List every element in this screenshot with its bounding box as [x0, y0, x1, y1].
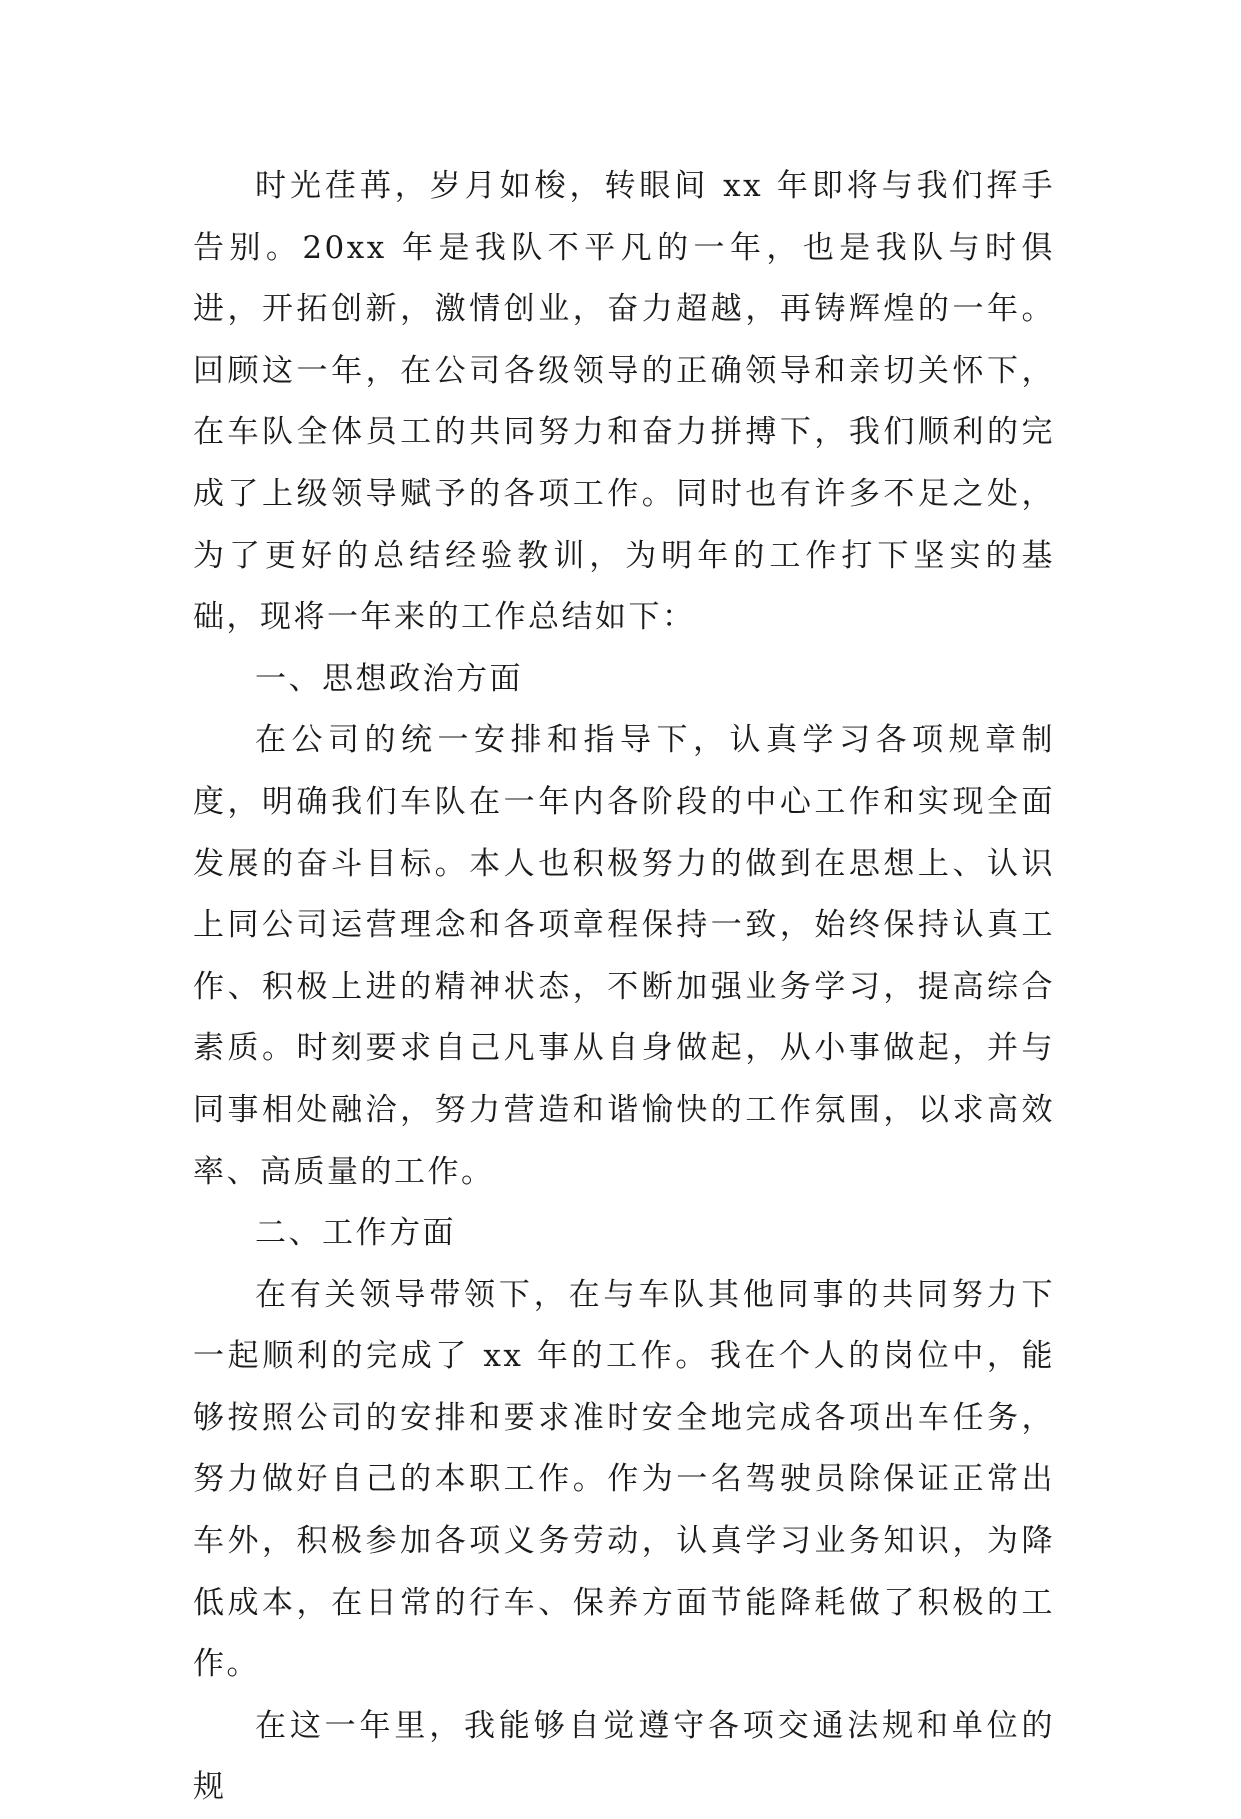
work-paragraph: 在有关领导带领下，在与车队其他同事的共同努力下一起顺利的完成了 xx 年的工作。我在个人的岗位中，能够按照公司的安排和要求准时安全地完成各项出车任务，努力做好自己的本职工作。作为一名驾驶员除保证正常出车外，积极参加各项义务劳动，认真学习业务知识，为降低成本，在日常的行车、保养方面节能降耗做了积极的工作。: [193, 1276, 1055, 1683]
intro-paragraph: 时光荏苒，岁月如梭，转眼间 xx 年即将与我们挥手告别。20xx 年是我队不平凡的一年，也是我队与时俱进，开拓创新，激情创业，奋力超越，再铸辉煌的一年。回顾这一年，在公司各级领导的正确领导和亲切关怀下，在车队全体员工的共同努力和奋力拼搏下，我们顺利的完成了上级领导赋予的各项工作。同时也有许多不足之处，为了更好的总结经验教训，为明年的工作打下坚实的基础，现将一年来的工作总结如下：: [193, 168, 1055, 636]
section-heading-work: 二、工作方面: [255, 1215, 456, 1252]
section-heading-ideology: 一、思想政治方面: [255, 660, 523, 697]
work-paragraph-continued: 在这一年里，我能够自觉遵守各项交通法规和单位的规: [193, 1707, 1055, 1806]
ideology-paragraph: 在公司的统一安排和指导下，认真学习各项规章制度，明确我们车队在一年内各阶段的中心工作和实现全面发展的奋斗目标。本人也积极努力的做到在思想上、认识上同公司运营理念和各项章程保持一致，始终保持认真工作、积极上进的精神状态，不断加强业务学习，提高综合素质。时刻要求自己凡事从自身做起，从小事做起，并与同事相处融洽，努力营造和谐愉快的工作氛围，以求高效率、高质量的工作。: [193, 722, 1055, 1190]
document-body: [193, 156, 1055, 1819]
